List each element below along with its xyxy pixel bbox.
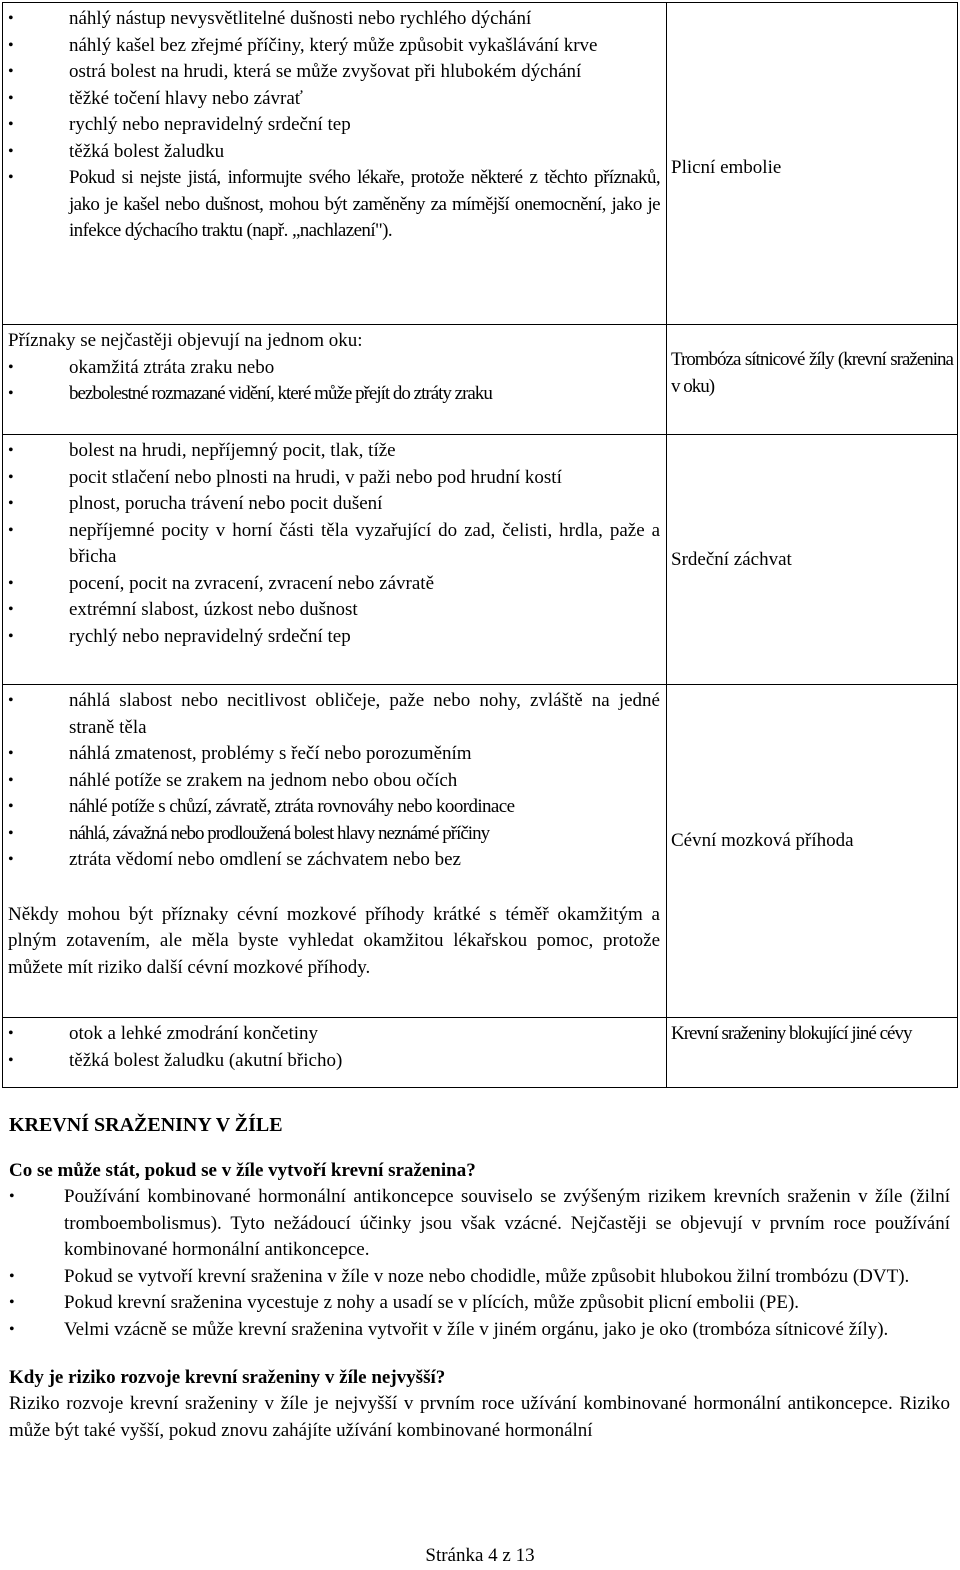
condition-cell	[667, 435, 958, 685]
symptoms-cell	[3, 325, 667, 435]
symptom-list	[8, 438, 660, 650]
list-item: • Pokud se vytvoří krevní sraženina v žíle v noze nebo chodidle, může způsobit hlubokou žilní trombózu (DVT).	[9, 1264, 950, 1291]
list-item: • ostrá bolest na hrudi, která se může zvyšovat při hlubokém dýchání	[8, 59, 660, 86]
symptom-list	[8, 1021, 660, 1074]
list-item: • těžké točení hlavy nebo závrať	[8, 86, 660, 113]
list-item: • náhlé potíže se zrakem na jednom nebo obou očích	[8, 768, 660, 795]
table-row	[3, 435, 958, 685]
symptom-list	[8, 6, 660, 245]
condition-label: Trombóza sítnicové žíly (krevní sraženina v oku)	[671, 349, 953, 397]
page-number: Stránka 4 z 13	[425, 1545, 535, 1566]
list-item: • náhlá, závažná nebo prodloužená bolest hlavy neznámé příčiny	[8, 821, 660, 848]
list-item: • náhlý kašel bez zřejmé příčiny, který může způsobit vykašlávání krve	[8, 33, 660, 60]
question-heading: Kdy je riziko rozvoje krevní sraženiny v žíle nejvyšší?	[9, 1367, 446, 1388]
list-item: • plnost, porucha trávení nebo pocit dušení	[8, 491, 660, 518]
symptoms-cell	[3, 1018, 667, 1088]
list-item: • ztráta vědomí nebo omdlení se záchvatem nebo bez	[8, 847, 660, 874]
condition-cell	[667, 685, 958, 1018]
list-item: • náhlý nástup nevysvětlitelné dušnosti nebo rychlého dýchání	[8, 6, 660, 33]
condition-cell	[667, 3, 958, 325]
list-item: • Používání kombinované hormonální antikoncepce souviselo se zvýšeným rizikem krevních sraženin v žíle (žilní tromboembolismus). Tyto nežádoucí účinky jsou však vzácné. Nejčastěji se objevují v prvním roce používání kombinované hormonální antikoncepce.	[9, 1184, 950, 1264]
list-item: • náhlé potíže s chůzí, závratě, ztráta rovnováhy nebo koordinace	[8, 794, 660, 821]
condition-label: Srdeční záchvat	[671, 549, 792, 570]
stroke-note: Někdy mohou být příznaky cévní mozkové příhody krátké s téměř okamžitým a plným zotavením, ale měla byste vyhledat okamžitou lékařskou pomoc, protože můžete mít riziko další cévní mozkové příhody.	[8, 903, 660, 978]
list-item: • Pokud krevní sraženina vycestuje z nohy a usadí se v plících, může způsobit plicní embolii (PE).	[9, 1290, 950, 1317]
list-item: • bezbolestné rozmazané vidění, které může přejít do ztráty zraku	[8, 381, 660, 408]
table-row	[3, 325, 958, 435]
table-row	[3, 685, 958, 1018]
list-item: • rychlý nebo nepravidelný srdeční tep	[8, 624, 660, 651]
table-row	[3, 1018, 958, 1088]
list-item: • náhlá zmatenost, problémy s řečí nebo porozuměním	[8, 741, 660, 768]
list-item: • náhlá slabost nebo necitlivost obličeje, paže nebo nohy, zvláště na jedné straně těla	[8, 688, 660, 741]
list-item: • těžká bolest žaludku (akutní břicho)	[8, 1048, 660, 1075]
list-item: • pocení, pocit na zvracení, zvracení nebo závratě	[8, 571, 660, 598]
list-item: • pocit stlačení nebo plnosti na hrudi, v paži nebo pod hrudní kostí	[8, 465, 660, 492]
symptom-list	[8, 355, 660, 408]
table-row	[3, 3, 958, 325]
symptoms-cell	[3, 435, 667, 685]
list-item: • Pokud si nejste jistá, informujte svého lékaře, protože některé z těchto příznaků, jako je kašel nebo dušnost, mohou být zaměněny za mímější onemocnění, jako je infekce dýchacího traktu (např. „nachlazení").	[8, 165, 660, 245]
list-item: • okamžitá ztráta zraku nebo	[8, 355, 660, 382]
list-item: • nepříjemné pocity v horní části těla vyzařující do zad, čelisti, hrdla, paže a břicha	[8, 518, 660, 571]
document-page	[2, 2, 958, 1444]
list-item: • bolest na hrudi, nepříjemný pocit, tlak, tíže	[8, 438, 660, 465]
condition-label: Cévní mozková příhoda	[671, 830, 854, 851]
symptoms-intro: Příznaky se nejčastěji objevují na jednom oku:	[8, 330, 363, 351]
list-item: • rychlý nebo nepravidelný srdeční tep	[8, 112, 660, 139]
condition-label: Krevní sraženiny blokující jiné cévy	[671, 1023, 912, 1044]
symptom-list	[8, 688, 660, 874]
answer-list	[2, 1184, 958, 1343]
symptoms-table	[2, 2, 958, 1088]
question-heading: Co se může stát, pokud se v žíle vytvoří krevní sraženina?	[9, 1160, 476, 1181]
condition-label: Plicní embolie	[671, 157, 782, 178]
symptoms-cell	[3, 685, 667, 1018]
section-title: KREVNÍ SRAŽENINY V ŽÍLE	[9, 1114, 283, 1136]
answer-paragraph: Riziko rozvoje krevní sraženiny v žíle je nejvyšší v prvním roce užívání kombinované hormonální antikoncepce. Riziko může být také vyšší, pokud znovu zahájíte užívání kombinované hormonální	[9, 1393, 950, 1441]
list-item: • extrémní slabost, úzkost nebo dušnost	[8, 597, 660, 624]
list-item: • těžká bolest žaludku	[8, 139, 660, 166]
symptoms-cell	[3, 3, 667, 325]
list-item: • Velmi vzácně se může krevní sraženina vytvořit v žíle v jiném orgánu, jako je oko (trombóza sítnicové žíly).	[9, 1317, 950, 1344]
condition-cell	[667, 1018, 958, 1088]
list-item: • otok a lehké zmodrání končetiny	[8, 1021, 660, 1048]
condition-cell	[667, 325, 958, 435]
